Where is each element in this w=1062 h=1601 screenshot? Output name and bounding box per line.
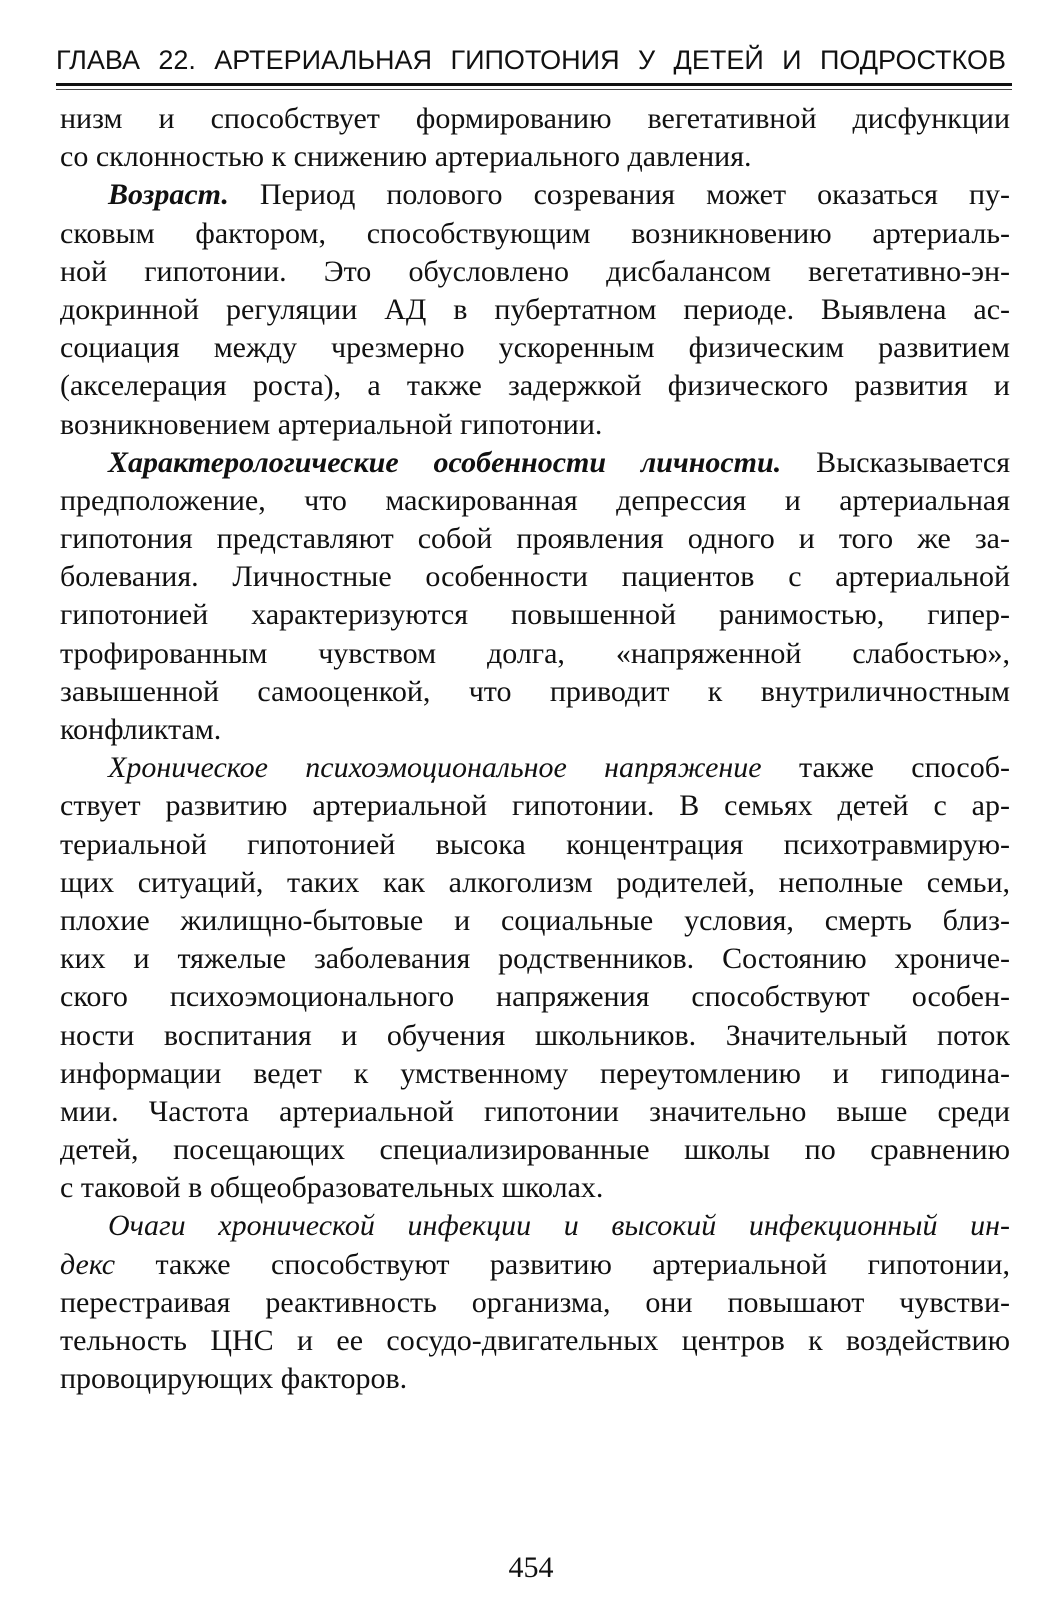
paragraph-continuation [60,100,1010,176]
text-line: гипотонией характеризуются повышенной ранимостью, гипер- [60,598,1010,632]
paragraph-age [60,176,1010,443]
text-run: также способствуют развитию артериальной гипотонии, [115,1247,1010,1281]
text-line: возникновением артериальной гипотонии. [60,407,603,441]
text-line: териальной гипотонией высока концентрация психотравмирую- [60,827,1010,861]
text-line: ствует развитию артериальной гипотонии. В семьях детей с ар- [60,789,1010,823]
text-line: сковым фактором, способствующим возникновению артериаль- [60,216,1010,250]
text-line [60,749,1010,787]
header-rule [56,83,1012,86]
paragraph-infection [60,1207,1010,1398]
text-line [60,1246,1010,1284]
text-line: предположение, что маскированная депрессия и артериальная [60,483,1010,517]
text-line: завышенной самооценкой, что приводит к внутриличностным [60,674,1010,708]
paragraph-stress [60,749,1010,1207]
text-line: докринной регуляции АД в пубертатном периоде. Выявлена ас- [60,292,1010,326]
text-line: с таковой в общеобразовательных школах. [60,1171,604,1205]
text-line [60,176,1010,214]
text-line: со склонностью к снижению артериального давления. [60,140,752,174]
text-line: трофированным чувством долга, «напряженной слабостью», [60,636,1010,670]
text-run: также способ- [761,751,1010,785]
text-line: конфликтам. [60,713,222,746]
text-line: щих ситуаций, таких как алкоголизм родителей, неполные семьи, [60,865,1010,899]
text-line: детей, посещающих специализированные школы по сравнению [60,1133,1010,1167]
text-line [60,444,1010,482]
text-line: тельность ЦНС и ее сосудо-двигательных центров к воздействию [60,1324,1010,1357]
text-line: низм и способствует формированию вегетативной дисфункции [60,102,1010,135]
body-text [60,100,1010,1398]
text-line: социация между чрезмерно ускоренным физическим развитием [60,331,1010,365]
text-line: информации ведет к умственному переутомлению и гиподина- [60,1056,1010,1090]
term-stress: Хроническое психоэмоциональное напряжение [108,751,762,785]
term-infection-end: декс [60,1247,116,1281]
text-line: болевания. Личностные особенности пациентов с артериальной [60,560,1010,594]
paragraph-personality [60,444,1010,750]
text-line: (акселерация роста), а также задержкой физического развития и [60,369,1010,403]
text-line: плохие жилищно-бытовые и социальные условия, смерть близ- [60,903,1010,937]
text-line: провоцирующих факторов. [60,1362,408,1396]
term-age: Возраст. [108,178,229,212]
text-line: ких и тяжелые заболевания родственников. Состоянию хрониче- [60,942,1010,976]
header-rule-thin [56,89,1012,90]
text-run: Период полового созревания может оказаться пу- [228,178,1010,212]
text-line: ского психоэмоционального напряжения способствуют особен- [60,980,1010,1014]
text-line: перестраивая реактивность организма, они повышают чувстви- [60,1285,1010,1319]
text-line: ности воспитания и обучения школьников. Значительный поток [60,1018,1010,1052]
running-header: ГЛАВА 22. АРТЕРИАЛЬНАЯ ГИПОТОНИЯ У ДЕТЕЙ И ПОДРОСТКОВ [56,45,1006,75]
text-run: Высказывается [781,445,1010,479]
text-line: гипотония представляют собой проявления одного и того же за- [60,522,1010,556]
text-line: ной гипотонии. Это обусловлено дисбалансом вегетативно-эн- [60,254,1010,288]
term-personality: Характерологические особенности личности. [108,445,782,479]
page-number: 454 [508,1551,554,1584]
text-line: мии. Частота артериальной гипотонии значительно выше среди [60,1094,1010,1128]
text-line: Очаги хронической инфекции и высокий инфекционный ин- [108,1209,1010,1243]
